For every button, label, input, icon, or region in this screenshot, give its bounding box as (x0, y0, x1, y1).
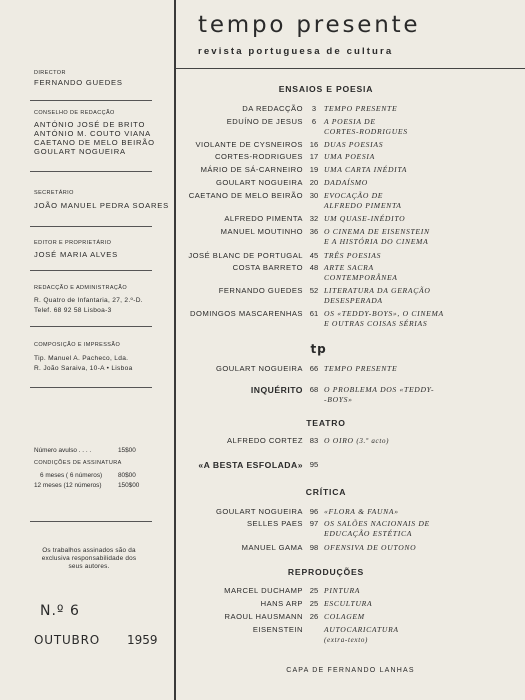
toc-entry: RAOUL HAUSMANN 26 COLAGEM (224, 612, 365, 621)
contents-column (176, 0, 525, 700)
toc-entry: CAETANO DE MELO BEIRÃO 30 EVOCAÇÃO DE ALFREDO PIMENTA (188, 191, 402, 210)
printer-address: R. João Saraiva, 10-A • Lisboa (34, 365, 133, 372)
toc-entry: CORTES-RODRIGUES 17 UMA POESIA (214, 152, 375, 161)
editor-label: EDITOR E PROPRIETÁRIO (34, 240, 112, 246)
section-heading: «A BESTA ESFOLADA» (198, 460, 303, 470)
header-rule (176, 68, 525, 69)
section-heading: INQUÉRITO (250, 385, 303, 395)
divider (30, 387, 152, 388)
divider (30, 521, 152, 522)
director-name: FERNANDO GUEDES (34, 78, 123, 87)
toc-entry: DA REDACÇÃO 3 TEMPO PRESENTE (242, 104, 398, 113)
toc-entry: COSTA BARRETO 48 ARTE SACRA CONTEMPORÂNEA (232, 263, 398, 282)
subscription-6: 6 meses ( 6 números) 80$00 (40, 472, 136, 479)
responsibility-note: Os trabalhos assinados são da exclusiva responsabilidade dos seus autores. (41, 547, 137, 570)
subscription-12: 12 meses (12 números) 150$00 (34, 482, 140, 489)
toc-entry: DOMINGOS MASCARENHAS 61 OS «TEDDY-BOYS», O CINEMA E OUTRAS COISAS SÉRIAS (190, 309, 444, 328)
toc-entry: MANUEL MOUTINHO 36 O CINEMA DE EISENSTEIN E A HISTÓRIA DO CINEMA (220, 227, 430, 246)
print-label: COMPOSIÇÃO E IMPRESSÃO (34, 342, 121, 348)
toc-entry: GOULART NOGUEIRA 66 TEMPO PRESENTE (215, 364, 398, 373)
magazine-title: tempo presente (198, 12, 421, 38)
section-heading: CRÍTICA (305, 487, 347, 497)
section-heading: REPRODUÇÕES (287, 567, 365, 577)
board-member: CAETANO DE MELO BEIRÃO (34, 138, 155, 147)
divider (30, 100, 152, 101)
divider (30, 171, 152, 172)
issue-year: 1959 (127, 633, 158, 647)
toc-entry: MARCEL DUCHAMP 25 PINTURA (224, 586, 361, 595)
admin-phone: Telef. 68 92 58 Lisboa-3 (34, 307, 112, 314)
toc-entry: EISENSTEIN AUTOCARICATURA (extra-texto) (252, 625, 399, 644)
toc-entry: MANUEL GAMA 98 OFENSIVA DE OUTONO (241, 543, 417, 552)
toc-entry: «A BESTA ESFOLADA» 95 (198, 460, 319, 470)
toc-entry: GOULART NOGUEIRA 20 DADAÍSMO (215, 178, 368, 187)
toc-entry: HANS ARP 25 ESCULTURA (260, 599, 373, 608)
divider (30, 226, 152, 227)
divider (30, 270, 152, 271)
board-member: ANTÓNIO M. COUTO VIANA (34, 129, 152, 138)
secretary-name: JOÃO MANUEL PEDRA SOARES (34, 201, 169, 210)
toc-entry: ALFREDO PIMENTA 32 UM QUASE-INÉDITO (224, 214, 406, 223)
admin-label: REDACÇÃO E ADMINISTRAÇÃO (34, 285, 128, 291)
toc-entry: INQUÉRITO 68 O PROBLEMA DOS «TEDDY- -BOYS» (250, 385, 435, 404)
board-label: CONSELHO DE REDACÇÃO (34, 110, 115, 116)
issue-month: OUTUBRO (34, 633, 100, 647)
section-heading-tp: tp (310, 342, 327, 356)
toc-entry: FERNANDO GUEDES 52 LITERATURA DA GERAÇÃO DESESPERADA (218, 286, 431, 305)
single-number-price: Número avulso . . . . 15$00 (34, 447, 136, 454)
admin-address: R. Quatro de Infantaria, 27, 2.º-D. (34, 297, 143, 304)
board-member: GOULART NOGUEIRA (34, 147, 126, 156)
section-heading: TEATRO (306, 418, 346, 428)
editor-name: JOSÉ MARIA ALVES (34, 250, 118, 259)
subscription-label: CONDIÇÕES DE ASSINATURA (34, 460, 122, 466)
secretary-label: SECRETÁRIO (34, 190, 74, 196)
section-heading: ENSAIOS E POESIA (278, 84, 374, 94)
toc-entry: SELLES PAES 97 OS SALÕES NACIONAIS DE EDUCAÇÃO ESTÉTICA (246, 519, 430, 538)
issue-number: N.º 6 (40, 603, 80, 619)
credits-column (0, 0, 172, 700)
cover-credit: CAPA DE FERNANDO LANHAS (286, 667, 415, 674)
toc-entry: ALFREDO CORTEZ 83 O OIRO (3.º acto) (226, 436, 390, 445)
board-member: ANTÓNIO JOSÉ DE BRITO (34, 120, 146, 129)
toc-entry: EDUÍNO DE JESUS 6 A POESIA DE CORTES-RODRIGUES (226, 117, 408, 136)
toc-entry: GOULART NOGUEIRA 96 «FLORA & FAUNA» (215, 507, 399, 516)
printer-name: Tip. Manuel A. Pacheco, Lda. (34, 355, 129, 362)
toc-entry: JOSÉ BLANC DE PORTUGAL 45 TRÊS POESIAS (188, 251, 382, 260)
divider (30, 326, 152, 327)
magazine-subtitle: revista portuguesa de cultura (198, 46, 394, 57)
toc-entry: VIOLANTE DE CYSNEIROS 16 DUAS POESIAS (195, 140, 384, 149)
director-label: DIRECTOR (34, 70, 66, 76)
toc-entry: MÁRIO DE SÁ-CARNEIRO 19 UMA CARTA INÉDITA (200, 165, 408, 174)
